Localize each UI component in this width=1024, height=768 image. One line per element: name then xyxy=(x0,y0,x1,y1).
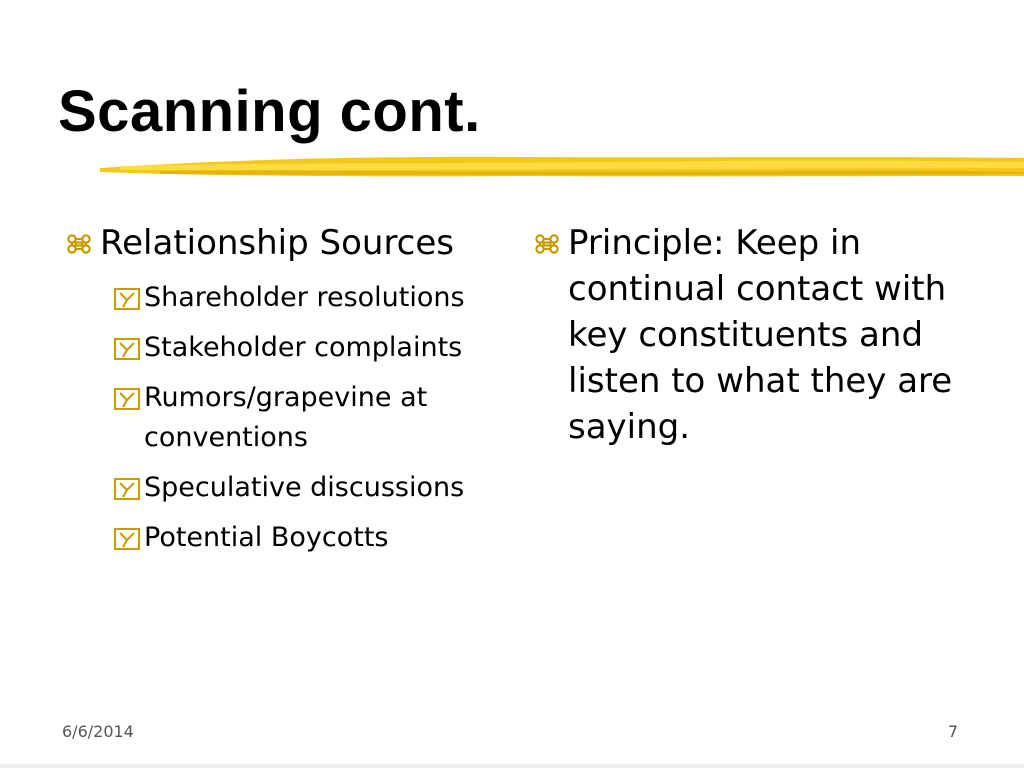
list-item-text: Speculative discussions xyxy=(144,472,465,503)
checkbox-y-icon xyxy=(114,478,140,500)
bottom-divider xyxy=(0,764,1024,768)
checkbox-y-icon xyxy=(114,528,140,550)
right-column xyxy=(530,220,970,450)
left-column xyxy=(62,220,482,574)
principle-text: Principle: Keep in continual contact with key constituents and listen to what they are saying. xyxy=(568,223,953,447)
bullet-relationship-sources xyxy=(62,220,482,266)
relationship-sources-list xyxy=(114,278,482,558)
checkbox-y-icon xyxy=(114,288,140,310)
command-key-icon xyxy=(66,233,92,255)
slide-title: Scanning cont. xyxy=(58,79,481,144)
checkbox-y-icon xyxy=(114,338,140,360)
footer-date: 6/6/2014 xyxy=(62,722,134,741)
page-number: 7 xyxy=(947,722,958,741)
title-underline-brushstroke xyxy=(100,146,1024,188)
bullet-heading-text: Relationship Sources xyxy=(100,223,455,263)
command-key-icon xyxy=(534,233,560,255)
list-item xyxy=(114,468,482,508)
list-item-text: Shareholder resolutions xyxy=(144,282,465,313)
list-item xyxy=(114,518,482,558)
list-item xyxy=(114,278,482,318)
list-item xyxy=(114,328,482,368)
list-item-text: Rumors/grapevine at conventions xyxy=(144,382,428,453)
list-item xyxy=(114,378,482,458)
list-item-text: Potential Boycotts xyxy=(144,522,389,553)
checkbox-y-icon xyxy=(114,388,140,410)
list-item-text: Stakeholder complaints xyxy=(144,332,463,363)
bullet-principle xyxy=(530,220,970,450)
